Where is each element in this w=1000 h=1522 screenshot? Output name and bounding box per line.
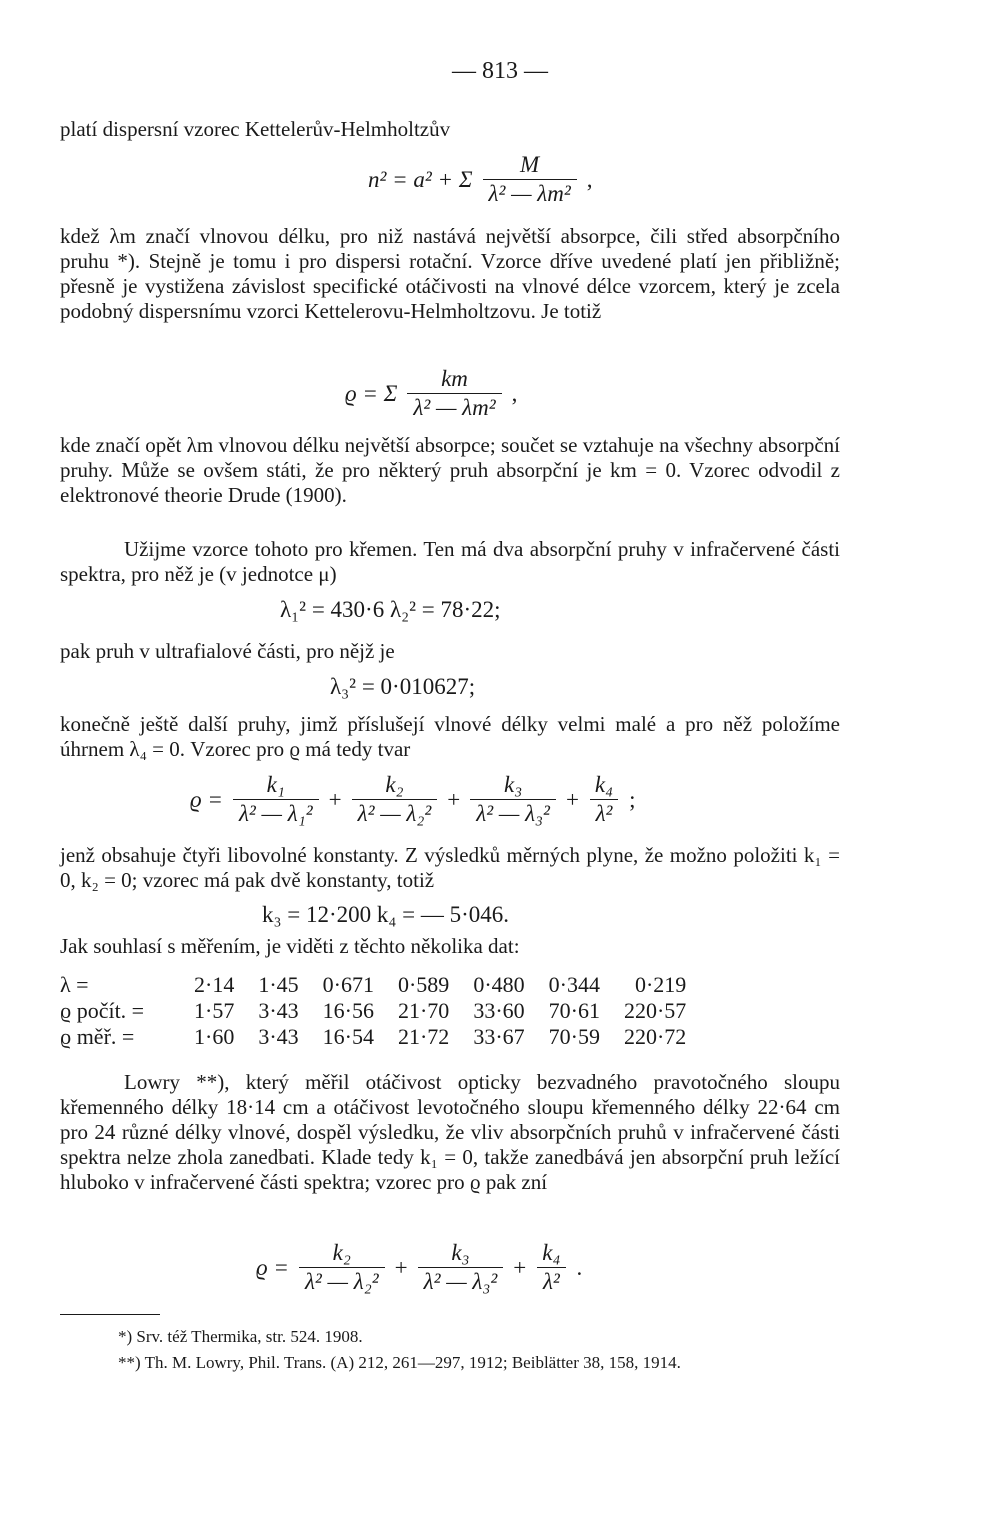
eq3-term-2-operator: + [447,786,461,812]
eq4-term-2-operator: + [513,1254,527,1280]
equation-lambda-infrared: λ₁² = 430·6 λ₂² = 78·22; [280,597,501,622]
footnote-divider [60,1314,160,1315]
data-table [60,972,698,1050]
table-row [60,972,698,998]
equation-ketteler-helmholtz [368,152,593,207]
paragraph-3: kde značí opět λm vlnovou délku největší absorpce; součet se vztahuje na všechny absorpční pruhy. Může se ovšem státi, že pro některý pruh absorpční je km = 0. Vzorec odvodil z elektronové theorie Drude (1900). [60,433,840,507]
eq3-term-4 [589,772,619,827]
eq4-term-2 [418,1240,504,1295]
equation-lambda-ultraviolet: λ₃² = 0·010627; [330,674,476,699]
paragraph-6: konečně ještě další pruhy, jimž příslušejí vlnové délky velmi malé a pro něž položíme úhrnem λ₄ = 0. Vzorec pro ϱ má tedy tvar [60,712,840,761]
table-cell: 33·60 [473,998,525,1023]
equation-lowry [256,1240,582,1295]
table-cell: 21·70 [397,998,450,1023]
paragraph-4: Užijme vzorce tohoto pro křemen. Ten má dva absorpční pruhy v infračervené části spektra, pro něž je (v jednotce μ) [60,537,840,586]
equation-constants-values: k₃ = 12·200 k₄ = — 5·046. [262,902,510,927]
row-label: ϱ měř. = [60,1024,135,1049]
paragraph-5: pak pruh v ultrafialové části, pro nějž je [60,639,395,663]
table-cell: 0·219 [634,972,687,997]
table-cell: 16·56 [322,998,374,1023]
eq3-term-4-numerator: k₄ [594,772,614,797]
eq1-end: , [586,166,593,192]
eq4-term-3-operator: . [576,1254,583,1280]
eq1-fraction [483,152,577,207]
eq3-term-2 [352,772,438,827]
table-cell: 0·344 [548,972,600,997]
table-row [60,998,698,1024]
eq1-lhs: n² = a² + Σ [368,166,473,192]
table-cell: 33·67 [473,1024,525,1049]
table-row [60,1024,698,1050]
eq3-term-4-operator: ; [629,786,636,812]
table-cell: 0·671 [322,972,374,997]
table-cell: 1·60 [194,1024,235,1049]
table-cell: 0·480 [473,972,525,997]
page-number: — 813 — [452,58,548,84]
eq4-term-3-denominator: λ² [537,1267,566,1295]
table-cell: 3·43 [258,998,299,1023]
eq2-numerator: km [441,366,468,391]
eq1-numerator: M [520,152,540,177]
eq3-term-3-denominator: λ² — λ₃² [470,799,556,827]
eq3-term-3-operator: + [565,786,579,812]
paragraph-8: Jak souhlasí s měřením, je viděti z těchto několika dat: [60,934,520,958]
eq3-lhs: ϱ = [190,786,223,812]
paragraph-7: jenž obsahuje čtyři libovolné konstanty. Z výsledků měrných plyne, že možno položiti k₁ = 0, k₂ = 0; vzorec má pak dvě konstanty, totiž [60,843,840,892]
table-cell: 220·57 [623,998,687,1023]
equation-four-constants [190,772,636,827]
eq3-term-1-denominator: λ² — λ₁² [233,799,319,827]
eq4-term-1 [299,1240,385,1295]
eq3-term-1 [233,772,319,827]
eq4-term-1-numerator: k₂ [332,1240,351,1265]
table-cell: 21·72 [397,1024,450,1049]
eq4-term-3-numerator: k₄ [542,1240,561,1265]
table-cell: 0·589 [397,972,450,997]
eq4-term-1-operator: + [394,1254,408,1280]
eq3-term-3 [470,772,556,827]
eq1-denominator: λ² — λm² [483,179,577,207]
eq4-term-3 [536,1240,566,1295]
footnote-2: **) Th. M. Lowry, Phil. Trans. (A) 212, 261—297, 1912; Beiblätter 38, 158, 1914. [118,1353,681,1372]
eq4-lhs: ϱ = [256,1254,289,1280]
eq3-term-2-numerator: k₂ [385,772,404,797]
eq2-end: , [511,380,518,406]
row-label: ϱ počít. = [60,998,145,1023]
eq3-term-1-operator: + [328,786,342,812]
table-cell: 3·43 [258,1024,299,1049]
row-label: λ = [60,972,89,997]
eq3-term-4-denominator: λ² [590,799,619,827]
eq2-denominator: λ² — λm² [407,393,501,421]
eq4-term-2-denominator: λ² — λ₃² [418,1267,504,1295]
table-cell: 16·54 [322,1024,374,1049]
eq2-fraction [407,366,501,421]
eq3-term-2-denominator: λ² — λ₂² [352,799,438,827]
table-cell: 1·57 [194,998,235,1023]
table-cell: 2·14 [194,972,235,997]
eq3-term-1-numerator: k₁ [266,772,285,797]
equation-rotation-dispersion [345,366,517,421]
eq3-term-3-numerator: k₃ [503,772,523,797]
eq4-term-1-denominator: λ² — λ₂² [299,1267,385,1295]
table-cell: 1·45 [258,972,299,997]
table-cell: 70·61 [548,998,600,1023]
table-cell: 220·72 [623,1024,687,1049]
eq2-lhs: ϱ = Σ [345,380,398,406]
paragraph-9: Lowry **), který měřil otáčivost opticky bezvadného pravotočného sloupu křemenného délky 18·14 cm a otáčivost levotočného sloupu křemenného délky 22·64 cm pro 24 různé délky vlnové, dospěl výsledku, že vliv absorpčních pruhů v infračervené části spektra nelze zhola zanedbati. Klade tedy k₁ = 0, takže zanedbává jen absorpční pruh ležící hluboko v infračervené části spektra; vzorec pro ϱ pak zní [60,1070,840,1194]
paragraph-2: kdež λm značí vlnovou délku, pro niž nastává největší absorpce, čili střed absorpčního pruhu *). Stejně je tomu i pro dispersi rotační. Vzorce dříve uvedené platí jen přibližně; přesně je vystižena závislost specifické otáčivosti na vlnové délce vzorcem, který je zcela podobný dispersnímu vzorci Kettelerovu-Helmholtzovu. Je totiž [60,224,840,323]
footnote-1: *) Srv. též Thermika, str. 524. 1908. [118,1327,363,1346]
eq4-term-2-numerator: k₃ [451,1240,470,1265]
paragraph-1: platí dispersní vzorec Kettelerův-Helmholtzův [60,117,451,141]
table-cell: 70·59 [548,1024,600,1049]
